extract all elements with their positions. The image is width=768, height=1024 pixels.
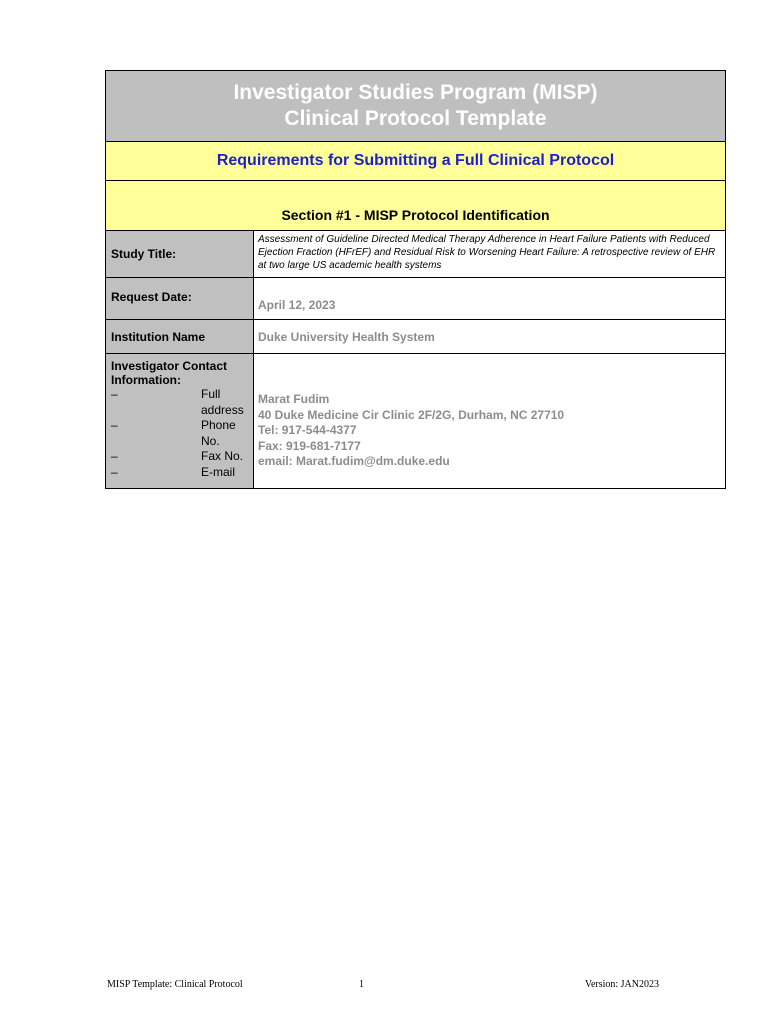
contact-address: 40 Duke Medicine Cir Clinic 2F/2G, Durham, NC 27710 (258, 407, 565, 422)
contact-name: Marat Fudim (258, 392, 330, 406)
study-title-label: Study Title: (106, 231, 254, 277)
institution-value: Duke University Health System (258, 329, 435, 344)
page-number: 1 (359, 979, 364, 990)
bullet-dash: – (111, 449, 118, 463)
contact-fax: Fax: 919-681-7177 (258, 438, 361, 453)
request-date-value: April 12, 2023 (258, 298, 336, 312)
section-heading: Section #1 - MISP Protocol Identification (106, 181, 725, 231)
contact-label-line2: Information: (111, 373, 181, 387)
contact-value (254, 354, 725, 488)
contact-sub-item (111, 449, 248, 465)
footer-version: Version: JAN2023 (584, 979, 659, 990)
contact-sub-item (111, 418, 248, 449)
study-title-row (106, 231, 725, 278)
template-title: Clinical Protocol Template (284, 107, 547, 130)
contact-email: email: Marat.fudim@dm.duke.edu (258, 454, 450, 468)
protocol-form (105, 70, 726, 489)
institution-row (106, 320, 725, 354)
study-title-value: Assessment of Guideline Directed Medical Therapy Adherence in Heart Failure Patients with Reduced Ejection Fraction (HFrEF) and Residual Risk to Worsening Heart Failure: A retrospective review of EHR at two large US academic health systems (258, 234, 716, 271)
sub-item-text: Full address (201, 387, 244, 417)
sub-item-text: Fax No. (201, 449, 244, 463)
page-footer (107, 979, 659, 993)
contact-row (106, 354, 725, 488)
request-date-label: Request Date: (106, 278, 254, 319)
contact-sub-item (111, 387, 248, 418)
bullet-dash: – (111, 464, 118, 479)
requirements-heading: Requirements for Submitting a Full Clinical Protocol (106, 142, 725, 181)
bullet-dash: – (111, 387, 118, 401)
sub-item-text: Phone No. (201, 418, 236, 448)
contact-label-line1: Investigator Contact (111, 359, 228, 373)
contact-phone: Tel: 917-544-4377 (258, 423, 357, 437)
title-banner (106, 71, 725, 142)
footer-template-name: MISP Template: Clinical Protocol (107, 979, 243, 990)
program-title: Investigator Studies Program (MISP) (233, 81, 598, 104)
institution-label: Institution Name (106, 320, 254, 353)
sub-item-text: E-mail (201, 464, 236, 479)
bullet-dash: – (111, 418, 118, 432)
contact-label (106, 354, 254, 488)
contact-sub-item (111, 465, 248, 481)
request-date-row (106, 278, 725, 320)
